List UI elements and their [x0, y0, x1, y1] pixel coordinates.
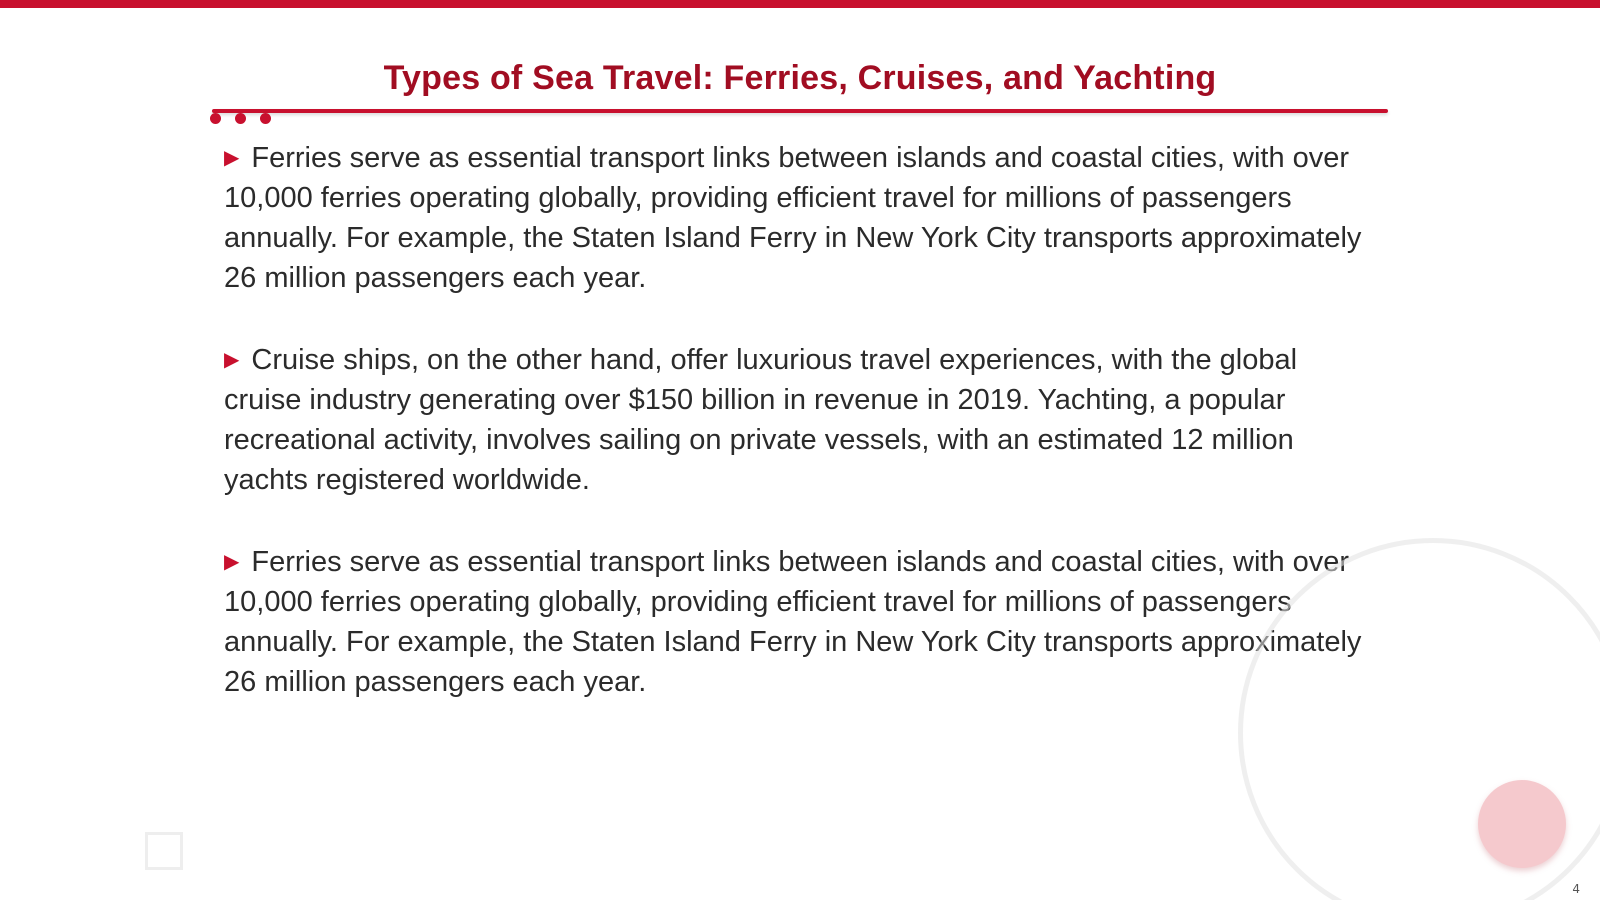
decor-dot-3 — [260, 113, 271, 124]
top-accent-bar — [0, 0, 1600, 8]
decor-dot-1 — [210, 113, 221, 124]
page-number: 4 — [1572, 882, 1580, 896]
decor-pink-circle — [1478, 780, 1566, 868]
bullet-arrow-icon: ▶ — [224, 349, 240, 371]
bullet-arrow-icon: ▶ — [224, 551, 240, 573]
bullet-text-1: Ferries serve as essential transport links between islands and coastal cities, with over 10,000 ferries operating globally, providing efficient travel for millions of passengers annually. For example, the Staten Island Ferry in New York City transports approximately 26 million passengers each year. — [224, 142, 1362, 294]
title-underline — [212, 109, 1388, 113]
slide-title: Types of Sea Travel: Ferries, Cruises, and Yachting — [383, 59, 1217, 97]
bullet-item-1 — [224, 138, 1374, 298]
bullet-arrow-icon: ▶ — [224, 147, 240, 169]
decor-dot-2 — [235, 113, 246, 124]
bullet-text-2: Cruise ships, on the other hand, offer luxurious travel experiences, with the global cruise industry generating over $150 billion in revenue in 2019. Yachting, a popular recreational activity, involves sailing on private vessels, with an estimated 12 million yachts registered worldwide. — [224, 344, 1298, 496]
bullet-text-3: Ferries serve as essential transport links between islands and coastal cities, with over 10,000 ferries operating globally, providing efficient travel for millions of passengers annually. For example, the Staten Island Ferry in New York City transports approximately 26 million passengers each year. — [224, 546, 1362, 698]
bullet-list — [224, 138, 1374, 744]
bullet-item-3 — [224, 542, 1374, 702]
bullet-item-2 — [224, 340, 1374, 500]
decor-square-outline — [145, 832, 183, 870]
